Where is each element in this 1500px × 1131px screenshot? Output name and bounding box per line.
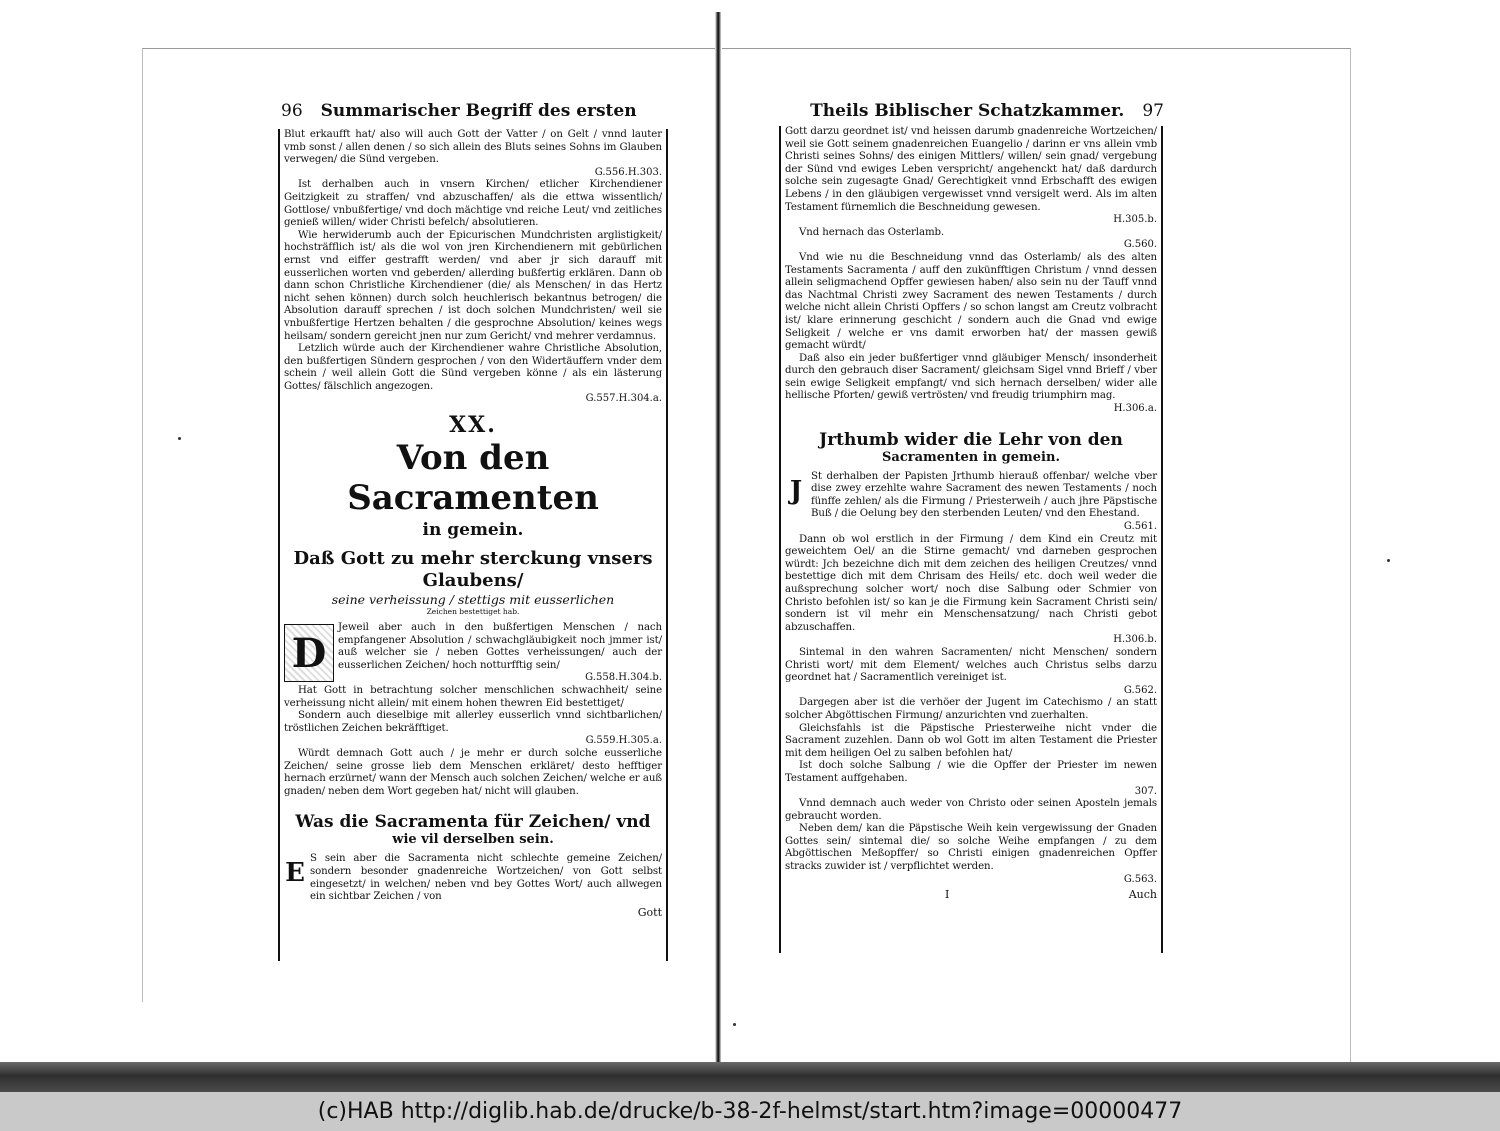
marginal-reference: G.558.H.304.b. (585, 672, 662, 684)
catchword: Auch (1128, 888, 1157, 902)
chapter-title-continued: in gemein. (422, 520, 524, 541)
speck (733, 1023, 736, 1026)
marginal-reference: G.563. (1123, 873, 1157, 885)
right-page-number: 97 (1142, 101, 1164, 121)
left-paragraph: Jeweil aber auch in den bußfertigen Menschen / nach empfangener Absolution / schwachgläubigkeit noch jmmer ist/ auß welcher sie / neben Gottes verheissungen/ auch der eusserlichen Zeichen/ hoch notturfftig sein/ (338, 622, 662, 671)
right-page-header (784, 101, 1164, 121)
marginal-reference: G.559.H.305.a. (585, 735, 662, 747)
right-text-block (779, 126, 1163, 953)
left-page-header (281, 101, 669, 121)
initial-paragraph (785, 471, 1157, 534)
left-paragraph: Hat Gott in betrachtung solcher menschlichen schwachheit/ seine verheissung nicht allein/ mit einem hohen thewren Eid bestettiget/ (284, 685, 662, 709)
left-text-block (278, 129, 668, 961)
marginal-reference: 307. (1134, 785, 1157, 797)
marginal-reference: G.561. (1123, 521, 1157, 533)
left-paragraph: S sein aber die Sacramenta nicht schlechte gemeine Zeichen/ sondern besonder gnadenreiche Wortzeichen/ von Gott selbst eingesetzt/ in welchen/ neben vnd bey Gottes Wort/ auch allwegen ein sichtbar Zeichen / von (310, 853, 662, 903)
error-section-title-continued: Sacramenten in gemein. (882, 449, 1060, 465)
right-paragraph: Sintemal in den wahren Sacramenten/ nicht Menschen/ sondern Christi wort/ mit dem Element/ welches auch Christus selbs darzu geordnet hat / Sacramentlich vereiniget ist. (785, 646, 1157, 684)
left-page (142, 48, 719, 1002)
footer-bar (0, 1092, 1500, 1131)
decorated-initial: D (284, 624, 334, 682)
right-paragraph: Vnnd demnach auch weder von Christo oder seinen Aposteln jemals gebraucht worden. (785, 798, 1157, 822)
right-paragraph: Gott darzu geordnet ist/ vnd heissen darumb gnadenreiche Wortzeichen/ weil sie Gott seinem gnadenreichen Euangelio / darinn er vns allein vmb Christi seines Sohns/ des einigen Mittlers/ willen/ sein gnad/ vergebung der Sünd vnd ewiges Leben verspricht/ angehenckt hat/ daß dardurch solche sein zugesagte Gnad/ Gerechtigkeit vnnd Erbschafft des ewigen Lebens / in den gläubigen vergewisset vnnd versigelt werd. Als im alten Testament fürnemlich die Beschneidung gewesen. (785, 126, 1157, 213)
marginal-reference: H.306.b. (1113, 634, 1157, 646)
decorated-initial: J (785, 473, 807, 509)
scan-edge (0, 1062, 1500, 1092)
left-catchword-line (284, 906, 662, 919)
left-paragraph: Würdt demnach Gott auch / je mehr er durch solche eusserliche Zeichen/ seine grosse lieb dem Menschen erkläret/ desto hefftiger hernach erzürnet/ wann der Mensch auch solchen Zeichen/ welche er auß gnaden/ neben dem Wort gegeben hat/ nicht will glauben. (284, 748, 662, 797)
section-title: Was die Sacramenta für Zeichen/ vnd (295, 812, 651, 833)
speck (178, 437, 181, 440)
catchword: Gott (637, 905, 662, 919)
marginal-reference: G.562. (1123, 684, 1157, 696)
footer-credit: (c)HAB http://diglib.hab.de/drucke/b-38-2f-helmst/start.htm?image=00000477 (317, 1099, 1183, 1124)
marginal-reference: G.557.H.304.a. (585, 393, 662, 405)
signature-mark: I (945, 888, 950, 902)
book-gutter (715, 12, 721, 1067)
subheading-line-3: Zeichen bestettiget hab. (426, 607, 520, 617)
right-paragraph: St derhalben der Papisten Jrthumb hierauß offenbar/ welche vber dise zwey erzehlte wahre Sacrament des newen Testaments / noch fünffe zehlen/ als die Firmung / Priesterweih / auch jhre Päpstische Buß / die Oelung bey den sterbenden Leuten/ vnd den Ehestand. (811, 470, 1157, 520)
right-paragraph: Dargegen aber ist die verhöer der Jugent im Catechismo / an statt solcher Abgöttischen Firmung/ anzurichten vnd zuerhalten. (785, 697, 1157, 721)
right-paragraph: Gleichsfahls ist die Päpstische Priesterweihe nicht vnder die Sacrament zuzehlen. Dann ob wol Gott im alten Testament die Priester mit dem heiligen Oel zu salben befohlen hat/ (785, 722, 1157, 759)
left-page-number: 96 (281, 101, 303, 121)
right-paragraph: Daß also ein jeder bußfertiger vnnd gläubiger Mensch/ insonderheit durch den gebrauch diser Sacrament/ gleichsam Sigel vnnd Brieff / vber sein ewige Seligkeit empfangt/ vnd sich hernach derselben/ wider alle hellische Pforten/ gewiß vertrösten/ vnd freudig triumphirn mag. (785, 352, 1157, 402)
chapter-number: XX. (449, 412, 497, 439)
right-running-title: Theils Biblischer Schatzkammer. (810, 101, 1125, 121)
left-paragraph: Ist derhalben auch in vnsern Kirchen/ etlicher Kirchendiener Geitzigkeit zu straffen/ vnd abzuschaffen/ als die ettwa wissentlich/ Gottlose/ vnbußfertige/ vnd doch mächtige vnd reiche Leut/ vnd zeitliches genieß willen/ wider Christi befelch/ absolutieren. (284, 179, 662, 229)
left-paragraph: Letzlich würde auch der Kirchendiener wahre Christliche Absolution, den bußfertigen Sündern gesprochen / von den Widertäuffern vnder dem schein / weil allein Gott die Sünd vergeben könne / als ein lästerung Gottes/ fälschlich angezogen. (284, 343, 662, 392)
subheading-line-2: seine verheissung / stettigs mit eusserlichen (331, 592, 615, 608)
speck (1387, 559, 1390, 562)
right-paragraph: Ist doch solche Salbung / wie die Opffer der Priester im newen Testament auffgehaben. (785, 760, 1157, 784)
marginal-reference: H.305.b. (1113, 214, 1157, 226)
marginal-reference: H.306.a. (1113, 403, 1157, 415)
marginal-reference: G.560. (1123, 239, 1157, 251)
right-paragraph: Dann ob wol erstlich in der Firmung / dem Kind ein Creutz mit geweichtem Oel/ an die Stirne gemacht/ vnd darneben gesprochen würdt: Jch bezeichne dich mit dem zeichen des heiligen Creutzes/ vnnd bestettige dich mit dem Chrisam des Heils/ etc. doch weil weder die außsprechung solcher wort/ noch dise Salbung oder Schmier von Christo befohlen ist/ so kan je die Firmung kein Sacrament Christi sein/ sondern ist vil mehr ein Menschensatzung/ nach Christi gebot abzuschaffen. (785, 533, 1157, 633)
left-running-title: Summarischer Begriff des ersten (320, 101, 637, 121)
section-initial-paragraph (284, 853, 662, 903)
left-paragraph: Wie herwiderumb auch der Epicurischen Mundchristen arglistigkeit/ hochsträfflich ist/ als die wol von jren Kirchendienern mit gebürlichen ernst vnd eiffer gestrafft werden/ vnd aber jr sich darauff mit eusserlichen worten vnd geberden/ allerding bußfertig erklären. Dann ob dann schon Christliche Kirchendiener (die/ als Menschen/ in das Hertz nicht sehen können) durch solch heuchlerisch bekantnus betrogen/ die Absolution darauff sprechen / ist doch solchen Mundchristen/ weil sie vnbußfertige Hertzen behalten / die gesprochne Absolution/ keines wegs heilsam/ sondern gereicht jnen nur zum Gericht/ vnd mehrer verdamnus. (284, 229, 662, 342)
right-paragraph: Vnd hernach das Osterlamb. (799, 226, 945, 238)
initial-paragraph (284, 622, 662, 685)
marginal-reference: G.556.H.303. (594, 166, 662, 178)
right-page (722, 48, 1351, 1065)
chapter-title: Von den Sacramenten (347, 438, 599, 519)
right-catchword-line (785, 888, 1157, 901)
right-paragraph: Vnd wie nu die Beschneidung vnnd das Osterlamb/ als des alten Testaments Sacramenta / auff den zukünfftigen Christum / vnnd dessen allein seligmachend Opffer gewiesen haben/ also sein nu der Tauff vnnd das Nachtmal Christi zwey Sacrament des newen Testaments / durch welche nicht allein Christi Opffers / so schon langst am Creutz volbracht ist/ klare erinnerung geschicht / sondern auch die Gnad vnd ewige Seligkeit / welche er vns damit erworben hat/ der massen gewiß gemacht würdt/ (785, 251, 1157, 352)
section-initial: E (284, 855, 306, 891)
left-paragraph: Sondern auch dieselbige mit allerley eusserlich vnnd sichtbarlichen/ tröstlichen Zeichen bekräfftiget. (284, 710, 662, 734)
right-paragraph: Neben dem/ kan die Päpstische Weih kein vergewissung der Gnaden Gottes sein/ sintemal die/ so solche Weihe empfangen / zu dem Abgöttischen Meßopffer/ so Christi einigen gnadenreichen Opffer stracks zuwider ist / verpflichtet werden. (785, 823, 1157, 873)
subheading-line-1: Daß Gott zu mehr sterckung vnsers Glaubens/ (293, 548, 653, 592)
section-title-continued: wie vil derselben sein. (392, 832, 554, 848)
left-paragraph: Blut erkaufft hat/ also will auch Gott der Vatter / on Gelt / vnnd lauter vmb sonst / allen denen / so sich allein des Bluts seines Sohns im Glauben verwegen/ die Sünd vergeben. (284, 129, 662, 166)
error-section-title: Jrthumb wider die Lehr von den (819, 429, 1123, 450)
